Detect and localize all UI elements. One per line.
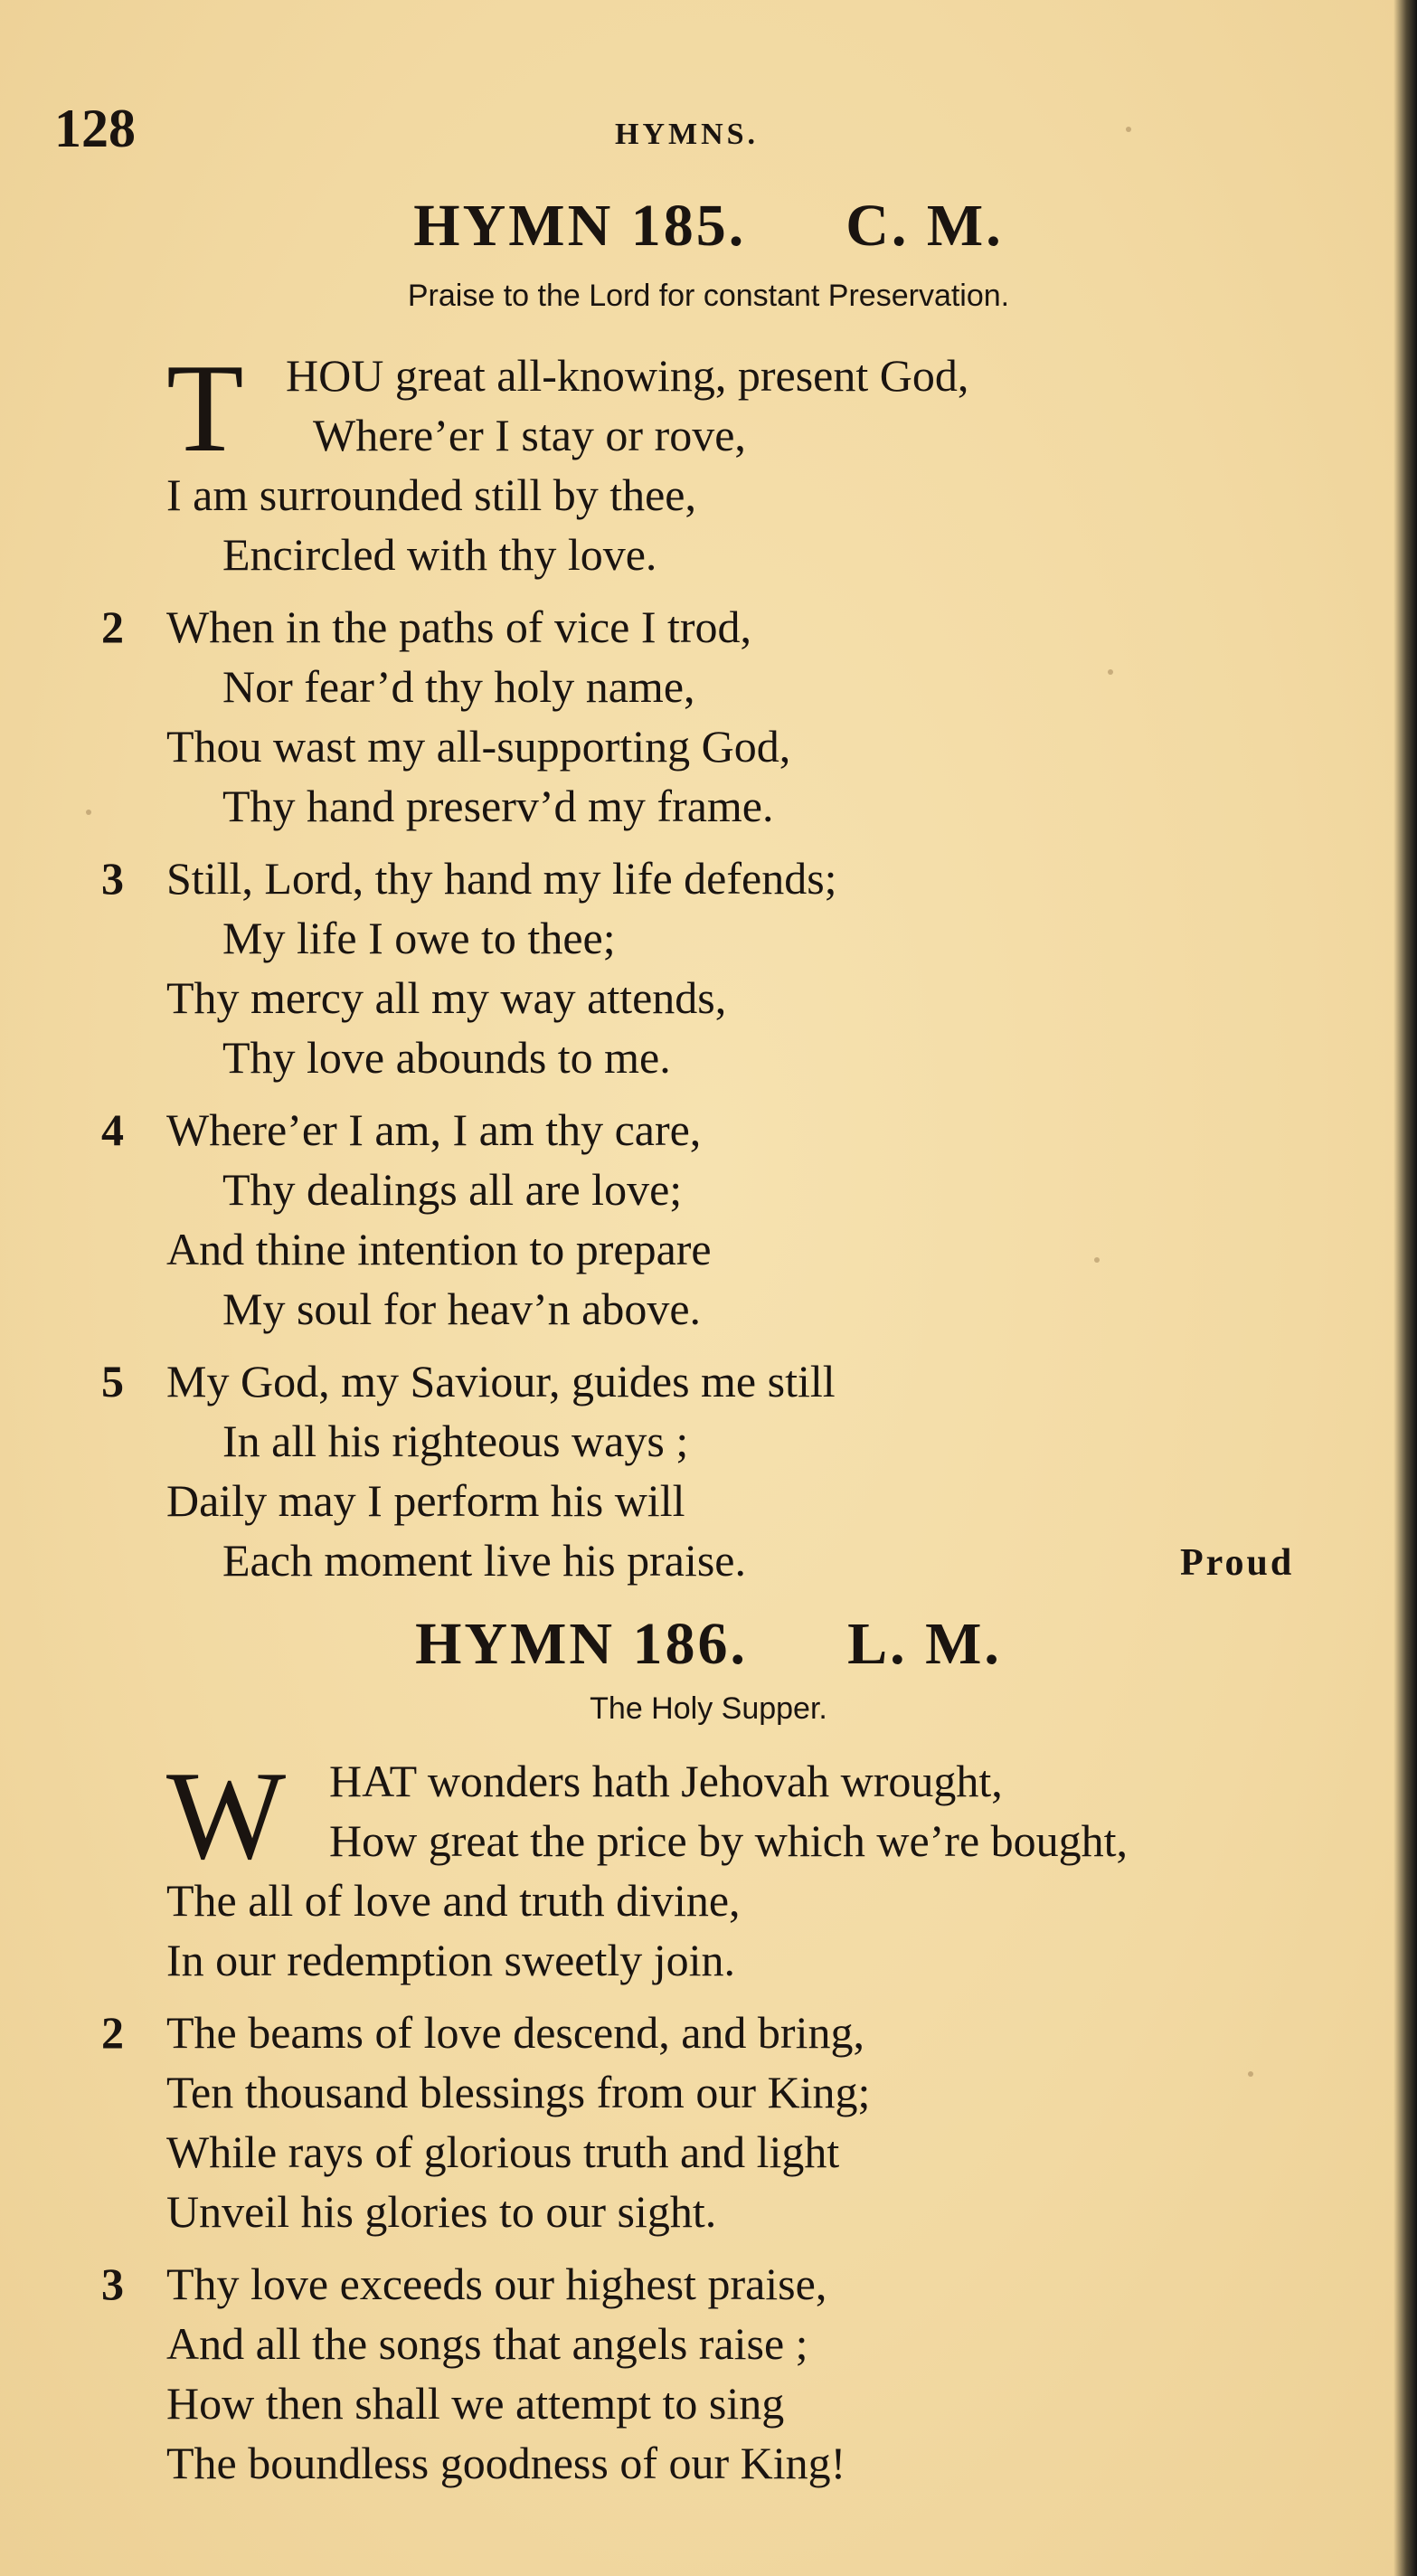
drop-cap: W bbox=[166, 1746, 287, 1886]
verse-line: Still, Lord, thy hand my life defends; bbox=[166, 853, 837, 904]
attribution: Proud bbox=[1180, 1542, 1295, 1584]
verse-line: In our redemption sweetly join. bbox=[166, 1935, 736, 1985]
verse-line: Thy love exceeds our highest praise, bbox=[166, 2259, 827, 2309]
verse-line: Daily may I perform his will bbox=[166, 1475, 685, 1526]
verse-line: While rays of glorious truth and light bbox=[166, 2126, 840, 2177]
verse-line: My soul for heav’n above. bbox=[222, 1283, 702, 1334]
stanza-number: 5 bbox=[101, 1356, 124, 1406]
hymn-meter: C. M. bbox=[845, 193, 1004, 259]
verse-line: Thy hand preserv’d my frame. bbox=[222, 781, 774, 831]
verse-line: The beams of love descend, and bring, bbox=[166, 2007, 864, 2058]
stanza-number: 3 bbox=[101, 853, 124, 904]
hymn-title: HYMN 185. bbox=[413, 193, 747, 259]
verse-line: I am surrounded still by thee, bbox=[166, 469, 696, 520]
hymn-heading bbox=[0, 192, 1417, 260]
paper-speck bbox=[86, 810, 91, 815]
verse-line: HAT wonders hath Jehovah wrought, bbox=[329, 1756, 1003, 1806]
stanza-number: 3 bbox=[101, 2259, 124, 2309]
paper-speck bbox=[1248, 2071, 1253, 2077]
verse-line: And thine intention to prepare bbox=[166, 1224, 712, 1274]
hymn-subtitle: The Holy Supper. bbox=[590, 1691, 827, 1726]
verse-line: Unveil his glories to our sight. bbox=[166, 2186, 717, 2237]
verse-line: My God, my Saviour, guides me still bbox=[166, 1356, 836, 1406]
verse-line: Thy dealings all are love; bbox=[222, 1164, 683, 1215]
verse-line: The all of love and truth divine, bbox=[166, 1875, 741, 1926]
stanza-number: 2 bbox=[101, 2007, 124, 2058]
verse-line: Thou wast my all-supporting God, bbox=[166, 721, 791, 772]
stanza-number: 2 bbox=[101, 601, 124, 652]
paper-speck bbox=[1094, 1257, 1100, 1263]
page-edge-shadow bbox=[1393, 0, 1417, 2576]
verse-line: Thy mercy all my way attends, bbox=[166, 972, 727, 1023]
verse-line: HOU great all-knowing, present God, bbox=[286, 350, 969, 401]
hymn-meter: L. M. bbox=[847, 1611, 1002, 1677]
drop-cap: T bbox=[166, 338, 244, 478]
verse-line: How great the price by which we’re bought, bbox=[329, 1815, 1129, 1866]
hymn-subtitle: Praise to the Lord for constant Preservation. bbox=[407, 279, 1010, 313]
stanza-number: 4 bbox=[101, 1104, 124, 1155]
verse-line: Thy love abounds to me. bbox=[222, 1032, 671, 1083]
verse-line: How then shall we attempt to sing bbox=[166, 2378, 785, 2429]
verse-line: Where’er I stay or rove, bbox=[313, 410, 746, 460]
verse-line: Nor fear’d thy holy name, bbox=[222, 661, 695, 712]
verse-line: And all the songs that angels raise ; bbox=[166, 2318, 808, 2369]
paper-speck bbox=[1108, 669, 1113, 675]
verse-line: In all his righteous ways ; bbox=[222, 1416, 689, 1466]
verse-line: Where’er I am, I am thy care, bbox=[166, 1104, 702, 1155]
verse-line: Ten thousand blessings from our King; bbox=[166, 2067, 871, 2117]
verse-line: Each moment live his praise. bbox=[222, 1535, 747, 1586]
running-head bbox=[54, 98, 1365, 161]
page-number: 128 bbox=[54, 99, 136, 158]
hymn-heading bbox=[0, 1610, 1417, 1679]
verse-line: When in the paths of vice I trod, bbox=[166, 601, 752, 652]
verse-line: Encircled with thy love. bbox=[222, 529, 657, 580]
running-title: HYMNS. bbox=[615, 118, 760, 151]
hymn-title: HYMN 186. bbox=[415, 1611, 749, 1677]
verse-line: My life I owe to thee; bbox=[222, 913, 616, 963]
verse-line: The boundless goodness of our King! bbox=[166, 2438, 846, 2488]
